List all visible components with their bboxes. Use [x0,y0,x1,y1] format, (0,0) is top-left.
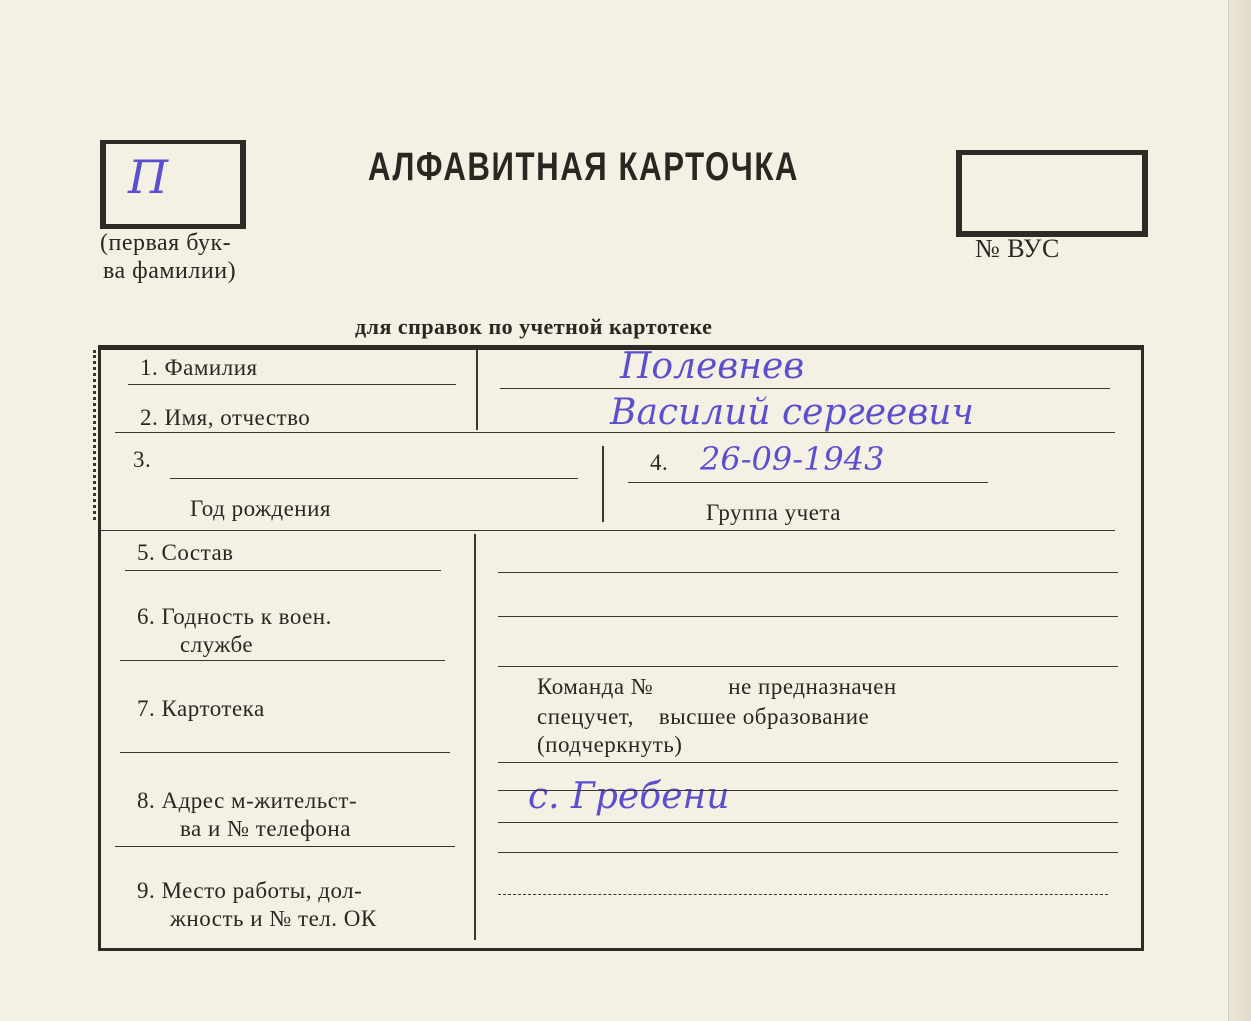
work-label-line2: жность и № тел. ОК [170,906,377,931]
fitness-value-line2 [498,666,1118,667]
divider-v2 [602,446,604,522]
divider-v3 [474,534,476,940]
work-value-line1 [498,894,1108,895]
composition-line [125,570,441,571]
composition-label: 5. Состав [137,540,234,565]
cardfile-value-line [498,762,1118,763]
birth-year-line [170,478,578,479]
group-line [628,482,988,483]
surname-label-line [128,384,456,385]
group-number: 4. [650,450,669,475]
group-label: Группа учета [706,500,841,525]
name-patronymic-value[interactable]: Василий сергеевич [610,392,974,433]
name-patronymic-label: 2. Имя, отчество [140,405,311,430]
page-edge [1228,0,1251,1021]
birth-year-label: Год рождения [190,496,331,521]
fitness-value-line1 [498,616,1118,617]
surname-letter-value: П [128,150,169,204]
row4-bottom-line [100,530,1115,531]
form-frame [98,345,1144,951]
surname-letter-box[interactable] [100,140,246,229]
birth-year-number: 3. [133,447,152,472]
address-value[interactable]: с. Гребени [528,776,730,817]
surname-label: 1. Фамилия [140,355,258,380]
divider-v1 [476,350,478,430]
letter-box-caption-line1: (первая бук- [100,230,232,256]
address-line [115,846,455,847]
work-label-line1: 9. Место работы, дол- [137,878,363,903]
address-value-line3 [498,852,1118,853]
surname-value[interactable]: Полевнев [620,346,805,387]
cardfile-text-line3: (подчеркнуть) [537,732,683,757]
composition-value-line [498,572,1118,573]
fitness-line [120,660,445,661]
address-value-line2 [498,822,1118,823]
cardfile-text-line1: Команда № не предназначен [537,674,897,699]
cardfile-line [120,752,450,753]
group-value[interactable]: 26-09-1943 [700,440,885,478]
card-subtitle: для справок по учетной картотеке [355,314,713,339]
vus-box[interactable] [956,150,1148,237]
surname-value-line [500,388,1110,389]
perforated-edge [93,350,100,520]
fitness-label-line1: 6. Годность к воен. [137,604,332,629]
cardfile-label: 7. Картотека [137,696,265,721]
vus-label: № ВУС [975,234,1060,263]
address-value-line1 [498,790,1118,791]
card-title: АЛФАВИТНАЯ КАРТОЧКА [368,145,800,189]
letter-box-caption-line2: ва фамилии) [103,258,237,284]
address-label-line2: ва и № телефона [180,816,351,841]
fitness-label-line2: службе [180,632,254,657]
cardfile-text-line2: спецучет, высшее образование [537,704,870,729]
address-label-line1: 8. Адрес м-жительст- [137,788,358,813]
